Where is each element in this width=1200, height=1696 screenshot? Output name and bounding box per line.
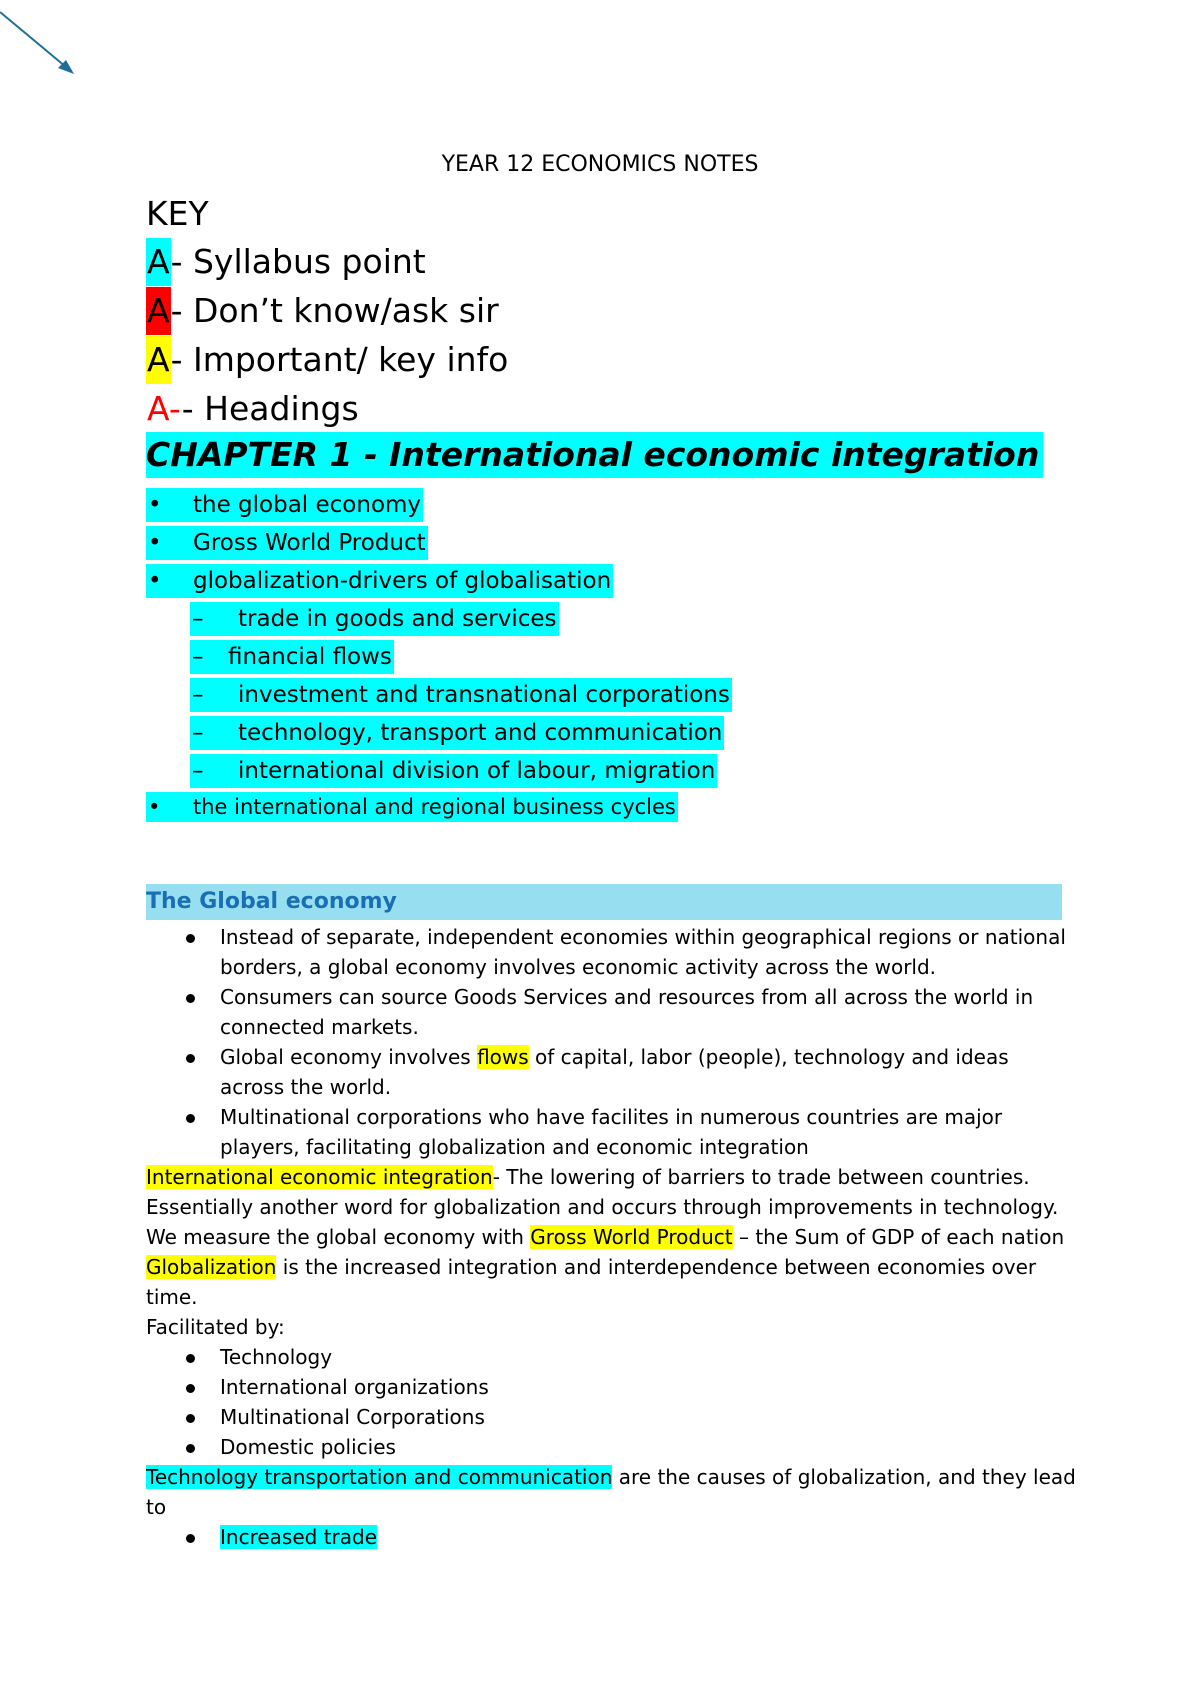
syllabus-subitem: – international division of labour, migration bbox=[146, 754, 732, 792]
key-swatch-yellow: A bbox=[146, 336, 171, 384]
arrow-icon bbox=[0, 0, 90, 90]
syllabus-subitem: – financial flows bbox=[146, 640, 732, 678]
definition-globalization: Globalization is the increased integration and interdependence between economies over time. bbox=[146, 1255, 1037, 1309]
definition-ttc: Technology transportation and communication are the causes of globalization, and they lead to bbox=[146, 1465, 1076, 1519]
key-label: - Headings bbox=[181, 389, 359, 428]
key-row-headings bbox=[146, 385, 508, 434]
list-item: Global economy involves flows of capital, labor (people), technology and ideas across the world. bbox=[146, 1042, 1076, 1102]
chapter-heading: CHAPTER 1 - International economic integration bbox=[146, 432, 1043, 478]
key-row-syllabus bbox=[146, 238, 508, 287]
facilitated-list bbox=[146, 1342, 1076, 1462]
list-item: Instead of separate, independent economies within geographical regions or national borders, a global economy involves economic activity across the world. bbox=[146, 922, 1076, 982]
syllabus-item: • globalization-drivers of globalisation bbox=[146, 564, 732, 602]
key-title: KEY bbox=[146, 194, 209, 233]
key-row-important bbox=[146, 336, 508, 385]
syllabus-subitem: – technology, transport and communication bbox=[146, 716, 732, 754]
list-item: International organizations bbox=[146, 1372, 1076, 1402]
key-label: - Don’t know/ask sir bbox=[170, 291, 499, 330]
list-item: Multinational corporations who have facilites in numerous countries are major players, facilitating globalization and economic integration bbox=[146, 1102, 1076, 1162]
highlight-key-info: flows bbox=[477, 1045, 529, 1069]
syllabus-item: • the global economy bbox=[146, 488, 732, 526]
key-label: - Important/ key info bbox=[170, 340, 509, 379]
notes-body bbox=[146, 922, 1076, 1552]
document-title: YEAR 12 ECONOMICS NOTES bbox=[441, 152, 759, 177]
definition-gwp: We measure the global economy with Gross World Product – the Sum of GDP of each nation bbox=[146, 1225, 1065, 1249]
syllabus-item: • the international and regional business cycles bbox=[146, 792, 732, 824]
highlight-syllabus: Increased trade bbox=[220, 1525, 378, 1549]
key-label: - Syllabus point bbox=[170, 242, 426, 281]
key-swatch-red: A bbox=[146, 287, 171, 335]
highlight-syllabus: Technology transportation and communication bbox=[146, 1465, 613, 1489]
syllabus-subitem: – trade in goods and services bbox=[146, 602, 732, 640]
list-item: Technology bbox=[146, 1342, 1076, 1372]
list-item: Domestic policies bbox=[146, 1432, 1076, 1462]
highlight-key-info: Globalization bbox=[146, 1255, 277, 1279]
list-item: Multinational Corporations bbox=[146, 1402, 1076, 1432]
highlight-key-info: International economic integration bbox=[146, 1165, 493, 1189]
syllabus-list bbox=[146, 488, 732, 824]
facilitated-label: Facilitated by: bbox=[146, 1315, 285, 1339]
syllabus-item: • Gross World Product bbox=[146, 526, 732, 564]
definition-iei: International economic integration- The lowering of barriers to trade between countries. Essentially another word for globalization and occurs through improvements in technology. bbox=[146, 1165, 1059, 1219]
highlight-key-info: Gross World Product bbox=[530, 1225, 733, 1249]
global-economy-list bbox=[146, 922, 1076, 1162]
list-item: Consumers can source Goods Services and resources from all across the world in connected markets. bbox=[146, 982, 1076, 1042]
section-heading: The Global economy bbox=[146, 884, 1062, 920]
syllabus-subitem: – investment and transnational corporations bbox=[146, 678, 732, 716]
key-row-dont-know bbox=[146, 287, 508, 336]
list-item bbox=[146, 1522, 1076, 1552]
key-swatch-cyan: A bbox=[146, 238, 171, 286]
key-legend bbox=[146, 190, 508, 434]
key-swatch-red-text: A- bbox=[147, 389, 181, 428]
leads-to-list bbox=[146, 1522, 1076, 1552]
